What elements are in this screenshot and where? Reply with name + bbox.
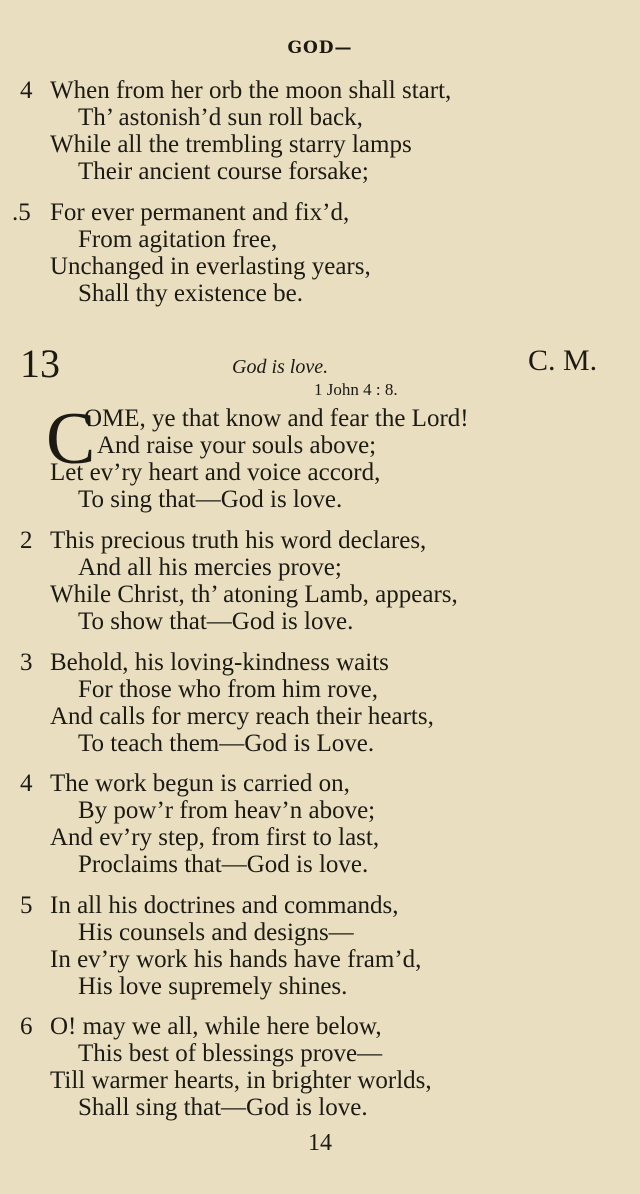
hymn-title: God is love. (232, 356, 329, 378)
verse-line: And raise your souls above; (97, 432, 377, 459)
verse-line: The work begun is carried on, (50, 770, 350, 797)
hymn-meter: C. M. (528, 344, 598, 377)
verse-line: His counsels and designs— (78, 919, 354, 946)
verse-line: And all his mercies prove; (78, 554, 342, 581)
verse-line: O! may we all, while here below, (50, 1013, 382, 1040)
stanza-number: 2 (20, 527, 33, 554)
stanza-number: 6 (20, 1013, 33, 1040)
stanza-number: 5 (20, 892, 33, 919)
verse-line: Th’ astonish’d sun roll back, (78, 104, 363, 131)
hymn-number: 13 (20, 341, 60, 386)
verse-line: This best of blessings prove— (78, 1040, 383, 1067)
verse-line: From agitation free, (78, 226, 278, 253)
stanza-number: 3 (20, 649, 33, 676)
verse-line: Unchanged in everlasting years, (50, 253, 371, 280)
verse-line: And calls for mercy reach their hearts, (50, 703, 434, 730)
verse-line: His love supremely shines. (78, 973, 348, 1000)
verse-line: Till warmer hearts, in brighter worlds, (50, 1067, 432, 1094)
verse-line: To teach them—God is Love. (78, 730, 375, 757)
verse-line: This precious truth his word declares, (50, 527, 427, 554)
page-number: 14 (308, 1130, 332, 1156)
verse-line: Their ancient course forsake; (78, 158, 369, 185)
verse-line: And ev’ry step, from first to last, (50, 824, 380, 851)
verse-line: In ev’ry work his hands have fram’d, (50, 946, 422, 973)
verse-line: In all his doctrines and commands, (50, 892, 399, 919)
verse-line: For those who from him rove, (78, 676, 378, 703)
running-head: GOD— (287, 38, 353, 58)
stanza-number: .5 (12, 199, 31, 226)
verse-line: To sing that—God is love. (78, 486, 343, 513)
verse-line: Shall thy existence be. (78, 280, 303, 307)
verse-line: For ever permanent and fix’d, (50, 199, 350, 226)
stanza-number: 4 (20, 770, 33, 797)
verse-line: Proclaims that—God is love. (78, 851, 369, 878)
verse-line: To show that—God is love. (78, 608, 354, 635)
verse-line: Let ev’ry heart and voice accord, (50, 459, 381, 486)
verse-line: When from her orb the moon shall start, (50, 77, 452, 104)
scripture-reference: 1 John 4 : 8. (314, 380, 398, 399)
verse-line: While Christ, th’ atoning Lamb, appears, (50, 581, 458, 608)
verse-line: Shall sing that—God is love. (78, 1094, 368, 1121)
verse-line: While all the trembling starry lamps (50, 131, 412, 158)
stanza-number: 4 (20, 77, 33, 104)
verse-line: OME, ye that know and fear the Lord! (84, 405, 469, 432)
verse-line: Behold, his loving-kindness waits (50, 649, 389, 676)
drop-cap: C (46, 398, 96, 480)
verse-line: By pow’r from heav’n above; (78, 797, 376, 824)
